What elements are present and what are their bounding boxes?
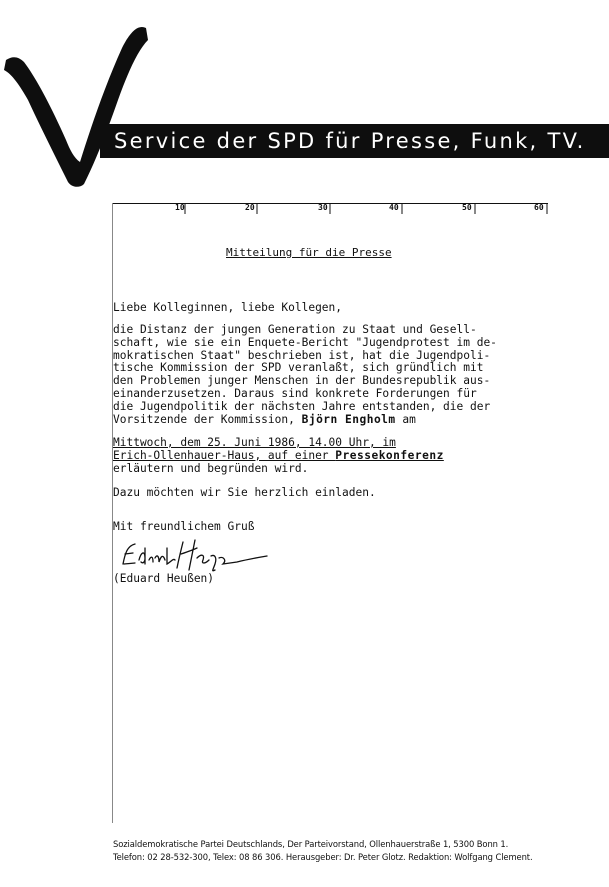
- event-purpose-line: erläutern und begründen wird.: [113, 461, 309, 475]
- body-line: den Problemen junger Menschen in der Bundesrepublik aus-: [113, 374, 491, 388]
- body-line: mokratischen Staat" beschrieben ist, hat die Jugendpoli-: [113, 348, 491, 362]
- invitation-text: Dazu möchten wir Sie herzlich einladen.: [113, 486, 376, 499]
- body-line-last: [113, 414, 497, 427]
- salutation: Liebe Kolleginnen, liebe Kollegen,: [113, 301, 343, 314]
- event-place: Erich-Ollenhauer-Haus, auf einer: [113, 448, 336, 462]
- event-type: Pressekonferenz: [335, 448, 444, 462]
- body-line: einanderzusetzen. Daraus sind konkrete Forderungen für: [113, 386, 477, 400]
- handwritten-signature: [119, 536, 269, 574]
- margin-line: [112, 203, 113, 823]
- ruler-tick-label: 40: [389, 203, 399, 212]
- ruler-tick-label: 30: [318, 203, 328, 212]
- body-line: tische Kommission der SPD veranlaßt, sich gründlich mit: [113, 361, 484, 375]
- body-text: Vorsitzende der Kommission,: [113, 412, 302, 426]
- body-text: am: [395, 412, 416, 426]
- ruler-tick-label: 60: [534, 203, 544, 212]
- letterhead-banner-text: Service der SPD für Presse, Funk, TV.: [114, 129, 586, 153]
- ruler-tick-marks: [112, 203, 548, 215]
- press-release-headline: Mitteilung für die Presse: [226, 246, 392, 259]
- ruler-tick-label: 20: [245, 203, 255, 212]
- event-date-line: Mittwoch, dem 25. Juni 1986, 14.00 Uhr, im: [113, 436, 396, 449]
- ruler-tick-label: 10: [175, 203, 185, 212]
- signer-name: (Eduard Heußen): [113, 572, 215, 585]
- footer: [113, 838, 533, 864]
- body-line: die Jugendpolitik der nächsten Jahre entstanden, die der: [113, 399, 491, 413]
- footer-contact: Telefon: 02 28-532-300, Telex: 08 86 306. Herausgeber: Dr. Peter Glotz. Redaktion: Wolfgang Clement.: [113, 852, 533, 862]
- footer-address: Sozialdemokratische Partei Deutschlands, Der Parteivorstand, Ollenhauerstraße 1, 5300 Bonn 1.: [113, 839, 509, 849]
- letter-body: [113, 324, 497, 426]
- body-line: schaft, wie sie ein Enquete-Bericht "Jugendprotest im de-: [113, 335, 497, 349]
- spd-v-logo-icon: [0, 0, 150, 190]
- event-place-line: [113, 450, 444, 463]
- closing-greeting: Mit freundlichem Gruß: [113, 520, 255, 533]
- body-line: die Distanz der jungen Generation zu Staat und Gesell-: [113, 323, 477, 336]
- ruler-tick-label: 50: [462, 203, 472, 212]
- chairman-name: Björn Engholm: [301, 412, 396, 426]
- event-details: [113, 437, 444, 475]
